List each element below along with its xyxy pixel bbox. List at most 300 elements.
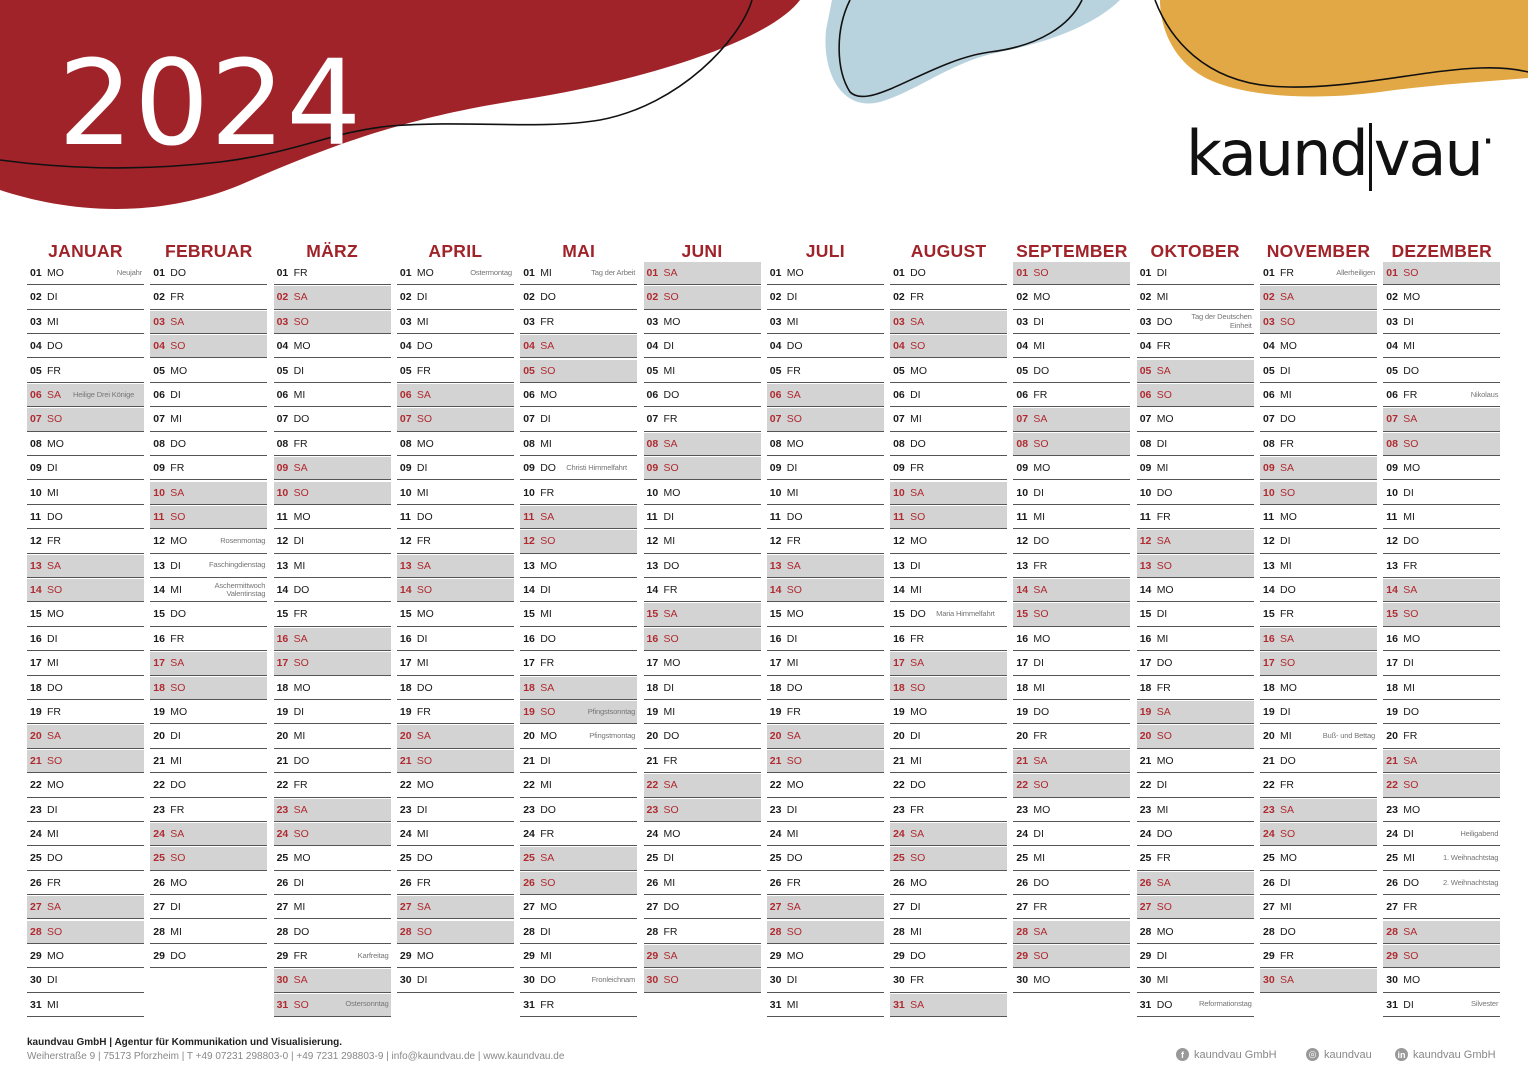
day-number: 09	[276, 462, 289, 475]
day-row	[644, 799, 761, 822]
day-number: 11	[523, 510, 535, 523]
weekday: MO	[170, 876, 188, 889]
day-row	[644, 482, 761, 505]
day-row	[1013, 506, 1130, 529]
weekday: MO	[416, 437, 434, 450]
day-number: 07	[153, 413, 165, 426]
month-name: MAI	[562, 241, 596, 261]
social-linkedin[interactable]	[1395, 1048, 1496, 1061]
weekday: MI	[47, 315, 59, 328]
day-row	[767, 360, 884, 383]
weekday: MO	[1403, 291, 1421, 304]
day-number: 09	[1016, 462, 1029, 475]
weekday: DO	[170, 779, 187, 792]
day-number: 13	[1386, 559, 1398, 572]
weekday: DI	[540, 925, 551, 938]
day-number: 30	[1016, 974, 1029, 987]
weekday: FR	[786, 706, 801, 719]
day-number: 12	[1386, 535, 1398, 548]
day-number: 13	[1263, 559, 1275, 572]
day-number: 10	[893, 486, 905, 499]
day-number: 05	[769, 364, 782, 377]
day-row	[890, 482, 1007, 505]
holiday-label: Pfingstmontag	[589, 731, 636, 741]
day-number: 20	[523, 730, 535, 743]
weekday: MI	[540, 437, 552, 450]
day-number: 30	[1386, 974, 1398, 987]
weekday: SA	[540, 510, 555, 523]
day-number: 04	[769, 340, 782, 353]
day-row	[1137, 969, 1254, 992]
day-row	[1260, 335, 1377, 358]
weekday: SO	[540, 535, 556, 548]
weekday: MO	[663, 657, 681, 670]
day-number: 16	[30, 632, 42, 645]
day-row	[274, 921, 391, 944]
kaundvau-logo	[1186, 117, 1493, 191]
day-row	[27, 408, 144, 431]
weekday: DO	[1033, 706, 1050, 719]
weekday: SO	[416, 413, 433, 426]
day-number: 19	[769, 706, 782, 719]
day-row	[890, 311, 1007, 334]
day-number: 25	[276, 852, 289, 865]
weekday: DI	[170, 901, 181, 914]
day-number: 25	[153, 852, 165, 865]
weekday: SO	[663, 632, 679, 645]
weekday: SA	[786, 730, 801, 743]
weekday: FR	[1156, 510, 1171, 523]
day-number: 12	[399, 535, 412, 548]
day-row	[150, 628, 267, 651]
day-number: 17	[1139, 657, 1152, 670]
weekday: FR	[293, 437, 308, 450]
month-column	[1013, 241, 1130, 993]
weekday: MI	[293, 388, 306, 401]
day-number: 02	[30, 291, 42, 304]
day-number: 29	[276, 949, 289, 962]
day-number: 31	[1139, 998, 1152, 1011]
weekday: MI	[1033, 681, 1046, 694]
weekday: DO	[663, 901, 680, 914]
day-number: 14	[893, 584, 905, 597]
weekday: FR	[47, 876, 61, 889]
weekday: MI	[1156, 462, 1169, 475]
weekday: DO	[910, 949, 926, 962]
weekday: SO	[47, 413, 63, 426]
day-row	[397, 969, 514, 992]
weekday: MO	[1033, 803, 1051, 816]
yellow-blob	[1160, 0, 1528, 96]
day-number: 21	[399, 754, 412, 767]
day-row	[1013, 457, 1130, 480]
day-row	[274, 994, 391, 1017]
day-row	[1383, 482, 1500, 505]
weekday: DO	[540, 632, 556, 645]
weekday: FR	[1033, 730, 1048, 743]
day-row	[644, 652, 761, 675]
day-row	[767, 335, 884, 358]
day-number: 11	[1139, 510, 1151, 523]
day-number: 13	[399, 559, 412, 572]
weekday: DO	[293, 754, 310, 767]
weekday: MO	[416, 608, 434, 621]
day-row	[890, 652, 1007, 675]
weekday: DI	[1280, 706, 1291, 719]
day-number: 22	[276, 779, 289, 792]
logo-text-right: vau	[1373, 117, 1482, 190]
day-number: 25	[1263, 852, 1275, 865]
day-row	[27, 847, 144, 870]
day-row	[27, 799, 144, 822]
day-number: 08	[1016, 437, 1029, 450]
weekday: MO	[663, 827, 681, 840]
weekday: SO	[786, 584, 802, 597]
weekday: DO	[1156, 315, 1173, 328]
day-number: 14	[1263, 584, 1275, 597]
day-row	[644, 555, 761, 578]
weekday: SA	[170, 657, 185, 670]
day-row	[1137, 408, 1254, 431]
weekday: DO	[1156, 657, 1173, 670]
day-row	[397, 921, 514, 944]
holiday-label: Silvester	[1470, 999, 1499, 1009]
month-name: FEBRUAR	[164, 241, 253, 261]
day-number: 26	[276, 876, 289, 889]
day-row	[1383, 506, 1500, 529]
day-number: 11	[893, 510, 905, 523]
day-row	[520, 335, 637, 358]
day-number: 10	[399, 486, 412, 499]
weekday: SO	[663, 803, 679, 816]
day-number: 29	[1263, 949, 1275, 962]
day-row	[767, 457, 884, 480]
day-row	[150, 750, 267, 773]
weekday: MO	[1033, 632, 1051, 645]
day-row	[890, 579, 1007, 602]
weekday: FR	[1403, 559, 1418, 572]
day-number: 01	[1263, 267, 1275, 279]
day-row	[150, 799, 267, 822]
weekday: MO	[1403, 462, 1421, 475]
day-number: 11	[646, 510, 658, 523]
day-row	[1383, 823, 1500, 846]
day-number: 30	[276, 974, 289, 987]
day-number: 09	[1386, 462, 1398, 475]
day-number: 13	[1016, 559, 1029, 572]
day-number: 24	[1263, 827, 1275, 840]
day-row	[1137, 530, 1254, 553]
day-row	[890, 433, 1007, 456]
weekday: DI	[170, 388, 181, 401]
day-row	[767, 799, 884, 822]
day-row	[397, 335, 514, 358]
day-number: 19	[523, 706, 535, 719]
weekday: MO	[786, 779, 804, 792]
day-number: 06	[30, 388, 42, 401]
day-number: 15	[1139, 608, 1152, 621]
day-number: 18	[1263, 681, 1275, 694]
holiday-label: 1. Weihnachtstag	[1442, 853, 1499, 863]
day-row	[150, 896, 267, 919]
day-row	[1260, 408, 1377, 431]
weekday: FR	[910, 803, 925, 816]
day-number: 17	[30, 657, 42, 670]
day-number: 20	[399, 730, 412, 743]
day-row	[890, 360, 1007, 383]
day-row	[1013, 360, 1130, 383]
day-row	[520, 408, 637, 431]
weekday: DI	[170, 559, 181, 572]
weekday: SO	[1033, 437, 1049, 450]
weekday: DI	[1033, 315, 1044, 328]
weekday: SA	[910, 657, 925, 670]
day-number: 21	[276, 754, 289, 767]
weekday: SO	[47, 584, 63, 597]
day-number: 02	[1139, 291, 1152, 304]
weekday: SO	[910, 681, 926, 694]
day-row	[1260, 384, 1377, 407]
day-row	[1383, 262, 1500, 285]
day-number: 16	[1016, 632, 1029, 645]
day-number: 18	[30, 681, 42, 694]
day-row	[890, 628, 1007, 651]
day-number: 04	[399, 340, 412, 353]
day-row	[767, 823, 884, 846]
day-row	[397, 677, 514, 700]
weekday: SA	[1280, 291, 1295, 304]
weekday: DI	[416, 462, 428, 475]
day-number: 05	[1386, 364, 1398, 377]
day-row	[1260, 725, 1377, 748]
day-row	[1137, 823, 1254, 846]
day-number: 13	[276, 559, 289, 572]
weekday: SA	[170, 315, 185, 328]
weekday: MO	[1033, 291, 1051, 304]
weekday: SA	[910, 998, 925, 1011]
weekday: DI	[47, 291, 58, 304]
weekday: FR	[540, 827, 555, 840]
weekday: MI	[540, 608, 552, 621]
day-number: 16	[1263, 632, 1275, 645]
weekday: SA	[1280, 632, 1295, 645]
day-number: 25	[1139, 852, 1152, 865]
weekday: DO	[416, 681, 433, 694]
weekday: DO	[540, 291, 556, 304]
day-row	[644, 750, 761, 773]
day-row	[397, 530, 514, 553]
day-number: 30	[30, 974, 42, 987]
day-row	[150, 335, 267, 358]
weekday: SO	[786, 413, 802, 426]
day-number: 03	[1386, 315, 1398, 328]
weekday: SA	[293, 291, 308, 304]
day-number: 12	[523, 535, 535, 548]
day-row	[1013, 945, 1130, 968]
weekday: MO	[293, 681, 311, 694]
day-number: 18	[153, 681, 165, 694]
day-number: 18	[1386, 681, 1398, 694]
day-number: 27	[1386, 901, 1398, 914]
holiday-label: Maria Himmelfahrt	[936, 609, 995, 619]
day-number: 12	[30, 535, 42, 548]
day-number: 11	[1263, 510, 1275, 523]
weekday: DO	[416, 340, 433, 353]
weekday: SO	[1033, 267, 1049, 279]
day-number: 01	[523, 267, 535, 279]
day-number: 21	[769, 754, 782, 767]
weekday: SO	[293, 315, 309, 328]
day-row	[1260, 774, 1377, 797]
day-number: 08	[1139, 437, 1152, 450]
day-number: 19	[1386, 706, 1398, 719]
weekday: DO	[910, 779, 926, 792]
day-row	[274, 457, 391, 480]
day-row	[644, 823, 761, 846]
day-number: 20	[893, 730, 905, 743]
day-row	[1137, 725, 1254, 748]
day-row	[890, 847, 1007, 870]
day-number: 25	[893, 852, 905, 865]
weekday: SA	[416, 559, 431, 572]
day-row	[767, 311, 884, 334]
day-number: 04	[153, 340, 165, 353]
day-row	[1013, 921, 1130, 944]
weekday: MO	[786, 437, 804, 450]
day-row	[27, 262, 144, 285]
weekday: FR	[1156, 681, 1171, 694]
weekday: DO	[170, 608, 187, 621]
weekday: FR	[1033, 901, 1048, 914]
day-row	[1137, 262, 1254, 285]
weekday: DO	[1403, 364, 1420, 377]
day-number: 28	[1139, 925, 1152, 938]
weekday: MI	[47, 827, 59, 840]
day-number: 13	[893, 559, 905, 572]
weekday: DO	[1033, 364, 1050, 377]
day-row	[644, 530, 761, 553]
day-number: 08	[30, 437, 42, 450]
day-number: 07	[646, 413, 659, 426]
day-row	[274, 945, 391, 968]
weekday: DI	[416, 803, 428, 816]
weekday: MO	[1280, 852, 1297, 865]
weekday: DO	[786, 340, 803, 353]
weekday: DO	[170, 437, 187, 450]
weekday: SO	[170, 852, 186, 865]
day-number: 23	[30, 803, 42, 816]
social-instagram[interactable]	[1306, 1048, 1372, 1061]
day-number: 01	[153, 267, 165, 279]
weekday: DI	[1403, 315, 1414, 328]
day-number: 16	[769, 632, 782, 645]
day-number: 28	[153, 925, 165, 938]
weekday: MO	[1403, 632, 1421, 645]
weekday: FR	[1280, 608, 1294, 621]
weekday: MI	[1156, 803, 1169, 816]
weekday: SO	[663, 974, 679, 987]
weekday: SA	[1403, 584, 1418, 597]
weekday: SO	[47, 754, 63, 767]
day-row	[1260, 799, 1377, 822]
day-row	[520, 872, 637, 895]
day-row	[1260, 823, 1377, 846]
day-row	[767, 530, 884, 553]
day-row	[520, 823, 637, 846]
weekday: FR	[663, 413, 678, 426]
day-row	[520, 530, 637, 553]
day-row	[1137, 555, 1254, 578]
day-row	[274, 652, 391, 675]
month-column	[1383, 241, 1500, 1017]
day-number: 02	[1016, 291, 1029, 304]
weekday: MO	[910, 364, 928, 377]
day-row	[644, 701, 761, 724]
day-row	[890, 286, 1007, 309]
day-number: 03	[523, 315, 535, 328]
weekday: DO	[786, 510, 803, 523]
day-row	[644, 579, 761, 602]
social-facebook[interactable]	[1176, 1048, 1277, 1061]
weekday: DI	[1280, 535, 1291, 548]
day-row	[397, 774, 514, 797]
weekday: SA	[663, 949, 678, 962]
day-number: 02	[893, 291, 905, 304]
day-row	[1383, 408, 1500, 431]
weekday: DI	[293, 706, 305, 719]
weekday: DO	[416, 510, 433, 523]
day-row	[150, 506, 267, 529]
day-number: 01	[276, 267, 289, 279]
day-row	[1383, 384, 1500, 407]
day-row	[397, 628, 514, 651]
weekday: DI	[1156, 267, 1168, 279]
day-number: 10	[769, 486, 782, 499]
weekday: SO	[786, 754, 802, 767]
day-row	[1013, 847, 1130, 870]
day-row	[27, 628, 144, 651]
weekday: FR	[416, 364, 431, 377]
day-row	[1383, 555, 1500, 578]
day-number: 27	[893, 901, 905, 914]
weekday: MO	[1033, 974, 1051, 987]
day-row	[1013, 628, 1130, 651]
weekday: DI	[1156, 437, 1168, 450]
weekday: SA	[170, 486, 185, 499]
day-number: 07	[1386, 413, 1398, 426]
day-row	[27, 433, 144, 456]
day-number: 09	[30, 462, 42, 475]
weekday: MI	[1280, 559, 1292, 572]
weekday: SO	[540, 364, 556, 377]
day-row	[1013, 579, 1130, 602]
day-number: 27	[399, 901, 412, 914]
day-row	[1137, 628, 1254, 651]
weekday: DI	[1403, 657, 1414, 670]
day-number: 11	[769, 510, 781, 523]
weekday: MO	[47, 437, 64, 450]
day-number: 28	[1263, 925, 1275, 938]
month-name: APRIL	[428, 241, 483, 261]
weekday: SO	[293, 657, 309, 670]
day-number: 18	[646, 681, 659, 694]
day-number: 21	[1263, 754, 1275, 767]
day-number: 17	[523, 657, 535, 670]
day-row	[520, 847, 637, 870]
day-number: 04	[1386, 340, 1398, 353]
day-number: 03	[276, 315, 289, 328]
weekday: MO	[47, 267, 64, 279]
